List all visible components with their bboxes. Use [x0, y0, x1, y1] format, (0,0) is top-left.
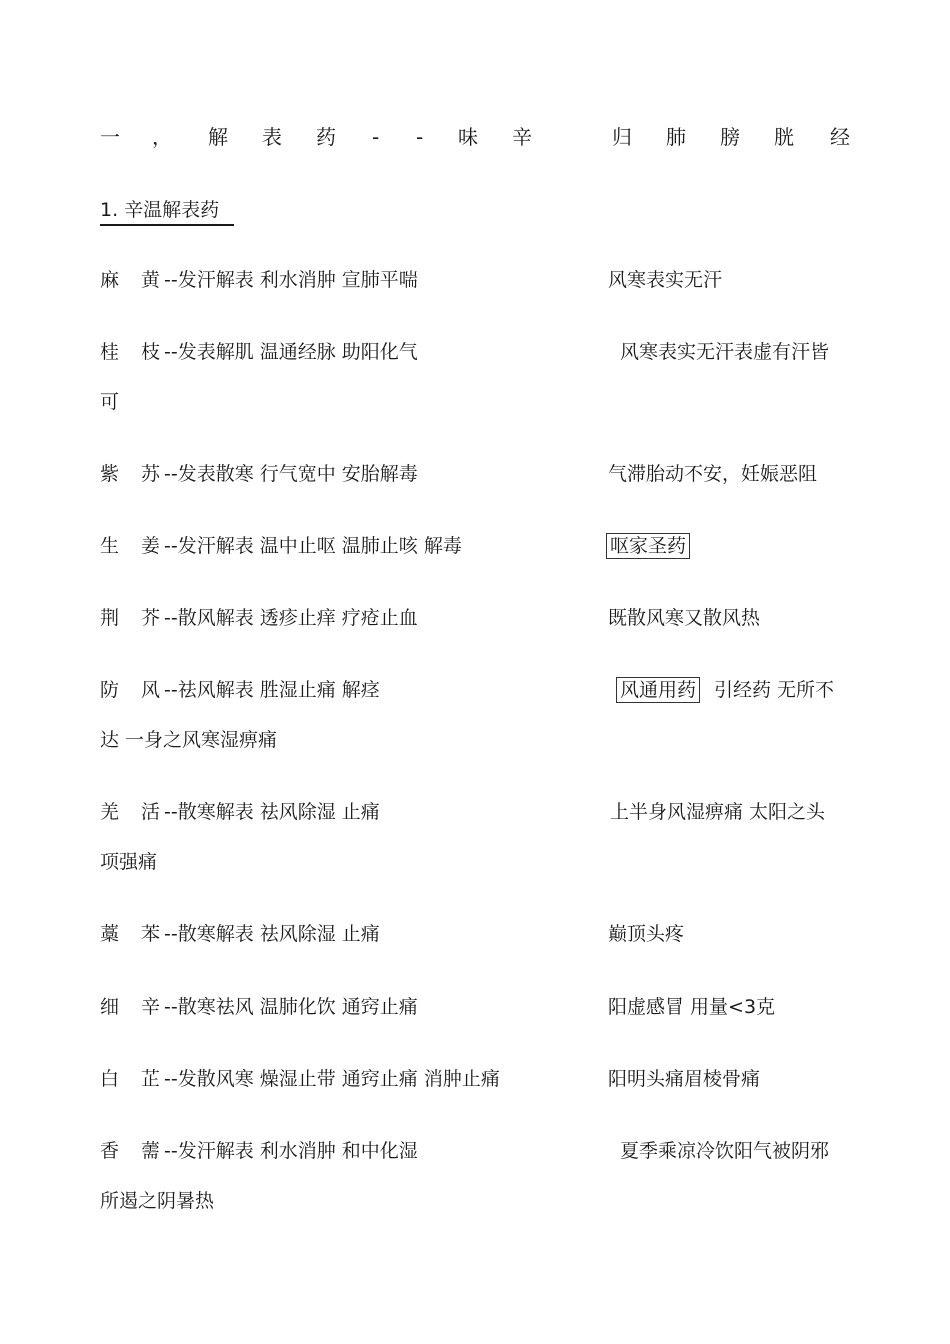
herb-note: 阳明头痛眉棱骨痛 [608, 1068, 761, 1090]
herb-note-continuation: 项强痛 [100, 851, 158, 873]
heading-char: 归 [612, 125, 632, 149]
page-heading [100, 124, 860, 150]
herb-effects: --散寒解表 祛风除湿 止痛 [164, 923, 380, 945]
herb-effects: --发汗解表 利水消肿 和中化湿 [164, 1140, 418, 1162]
heading-char: ， [152, 125, 172, 149]
herb-note: 风寒表实无汗 [608, 269, 723, 291]
heading-char: 一 [100, 125, 120, 149]
herb-note: 气滞胎动不安，妊娠恶阻 [608, 463, 818, 485]
heading-char: 膀 [720, 125, 740, 149]
herb-note: 阳虚感冒 用量<3克 [608, 996, 776, 1018]
herb-name: 羌活 [100, 801, 183, 823]
heading-char: 药 [316, 125, 336, 149]
herb-note: 既散风寒又散风热 [608, 607, 761, 629]
herb-note: 夏季乘凉冷饮阳气被阴邪 [620, 1140, 830, 1162]
heading-char: 胱 [774, 125, 794, 149]
herb-effects: --发表散寒 行气宽中 安胎解毒 [164, 463, 418, 485]
boxed-note: 呕家圣药 [606, 533, 690, 559]
heading-char: 味 [458, 125, 478, 149]
herb-name: 藁苯 [100, 923, 183, 945]
herb-name: 桂枝 [100, 341, 183, 363]
herb-effects: --发汗解表 利水消肿 宣肺平喘 [164, 269, 418, 291]
heading-char: - [372, 125, 380, 149]
herb-name: 生姜 [100, 535, 183, 557]
herb-effects: --祛风解表 胜湿止痛 解痉 [164, 679, 380, 701]
herb-name: 白芷 [100, 1068, 183, 1090]
herb-effects: --发散风寒 燥湿止带 通窍止痛 消肿止痛 [164, 1068, 500, 1090]
heading-char: 解 [208, 125, 228, 149]
herb-name: 荆芥 [100, 607, 183, 629]
boxed-note: 风通用药 [616, 677, 700, 703]
heading-char: 辛 [512, 125, 532, 149]
herb-note: 巅顶头疼 [608, 923, 685, 945]
herb-effects: --发汗解表 温中止呕 温肺止咳 解毒 [164, 535, 462, 557]
section-heading: 1. 辛温解表药 [100, 198, 234, 226]
herb-note-continuation: 所遏之阴暑热 [100, 1190, 215, 1212]
herb-note-continuation: 可 [100, 391, 120, 413]
herb-name: 细辛 [100, 996, 183, 1018]
heading-char: 表 [262, 125, 282, 149]
heading-char: 经 [830, 125, 850, 149]
herb-effects: --散寒祛风 温肺化饮 通窍止痛 [164, 996, 418, 1018]
herb-name: 麻黄 [100, 269, 183, 291]
herb-effects: --散风解表 透疹止痒 疗疮止血 [164, 607, 418, 629]
herb-note: 风寒表实无汗表虚有汗皆 [620, 341, 830, 363]
herb-note-continuation: 达 一身之风寒湿痹痛 [100, 729, 278, 751]
herb-effects: --发表解肌 温通经脉 助阳化气 [164, 341, 418, 363]
herb-name: 紫苏 [100, 463, 183, 485]
herb-name: 防风 [100, 679, 183, 701]
heading-char: 肺 [666, 125, 686, 149]
herb-note-boxed [606, 534, 690, 558]
herb-effects: --散寒解表 祛风除湿 止痛 [164, 801, 380, 823]
herb-note-boxed [616, 678, 700, 702]
herb-note: 上半身风湿痹痛 太阳之头 [610, 801, 826, 823]
heading-char: - [416, 125, 424, 149]
herb-name: 香薷 [100, 1140, 183, 1162]
herb-note: 引经药 无所不 [714, 679, 835, 701]
